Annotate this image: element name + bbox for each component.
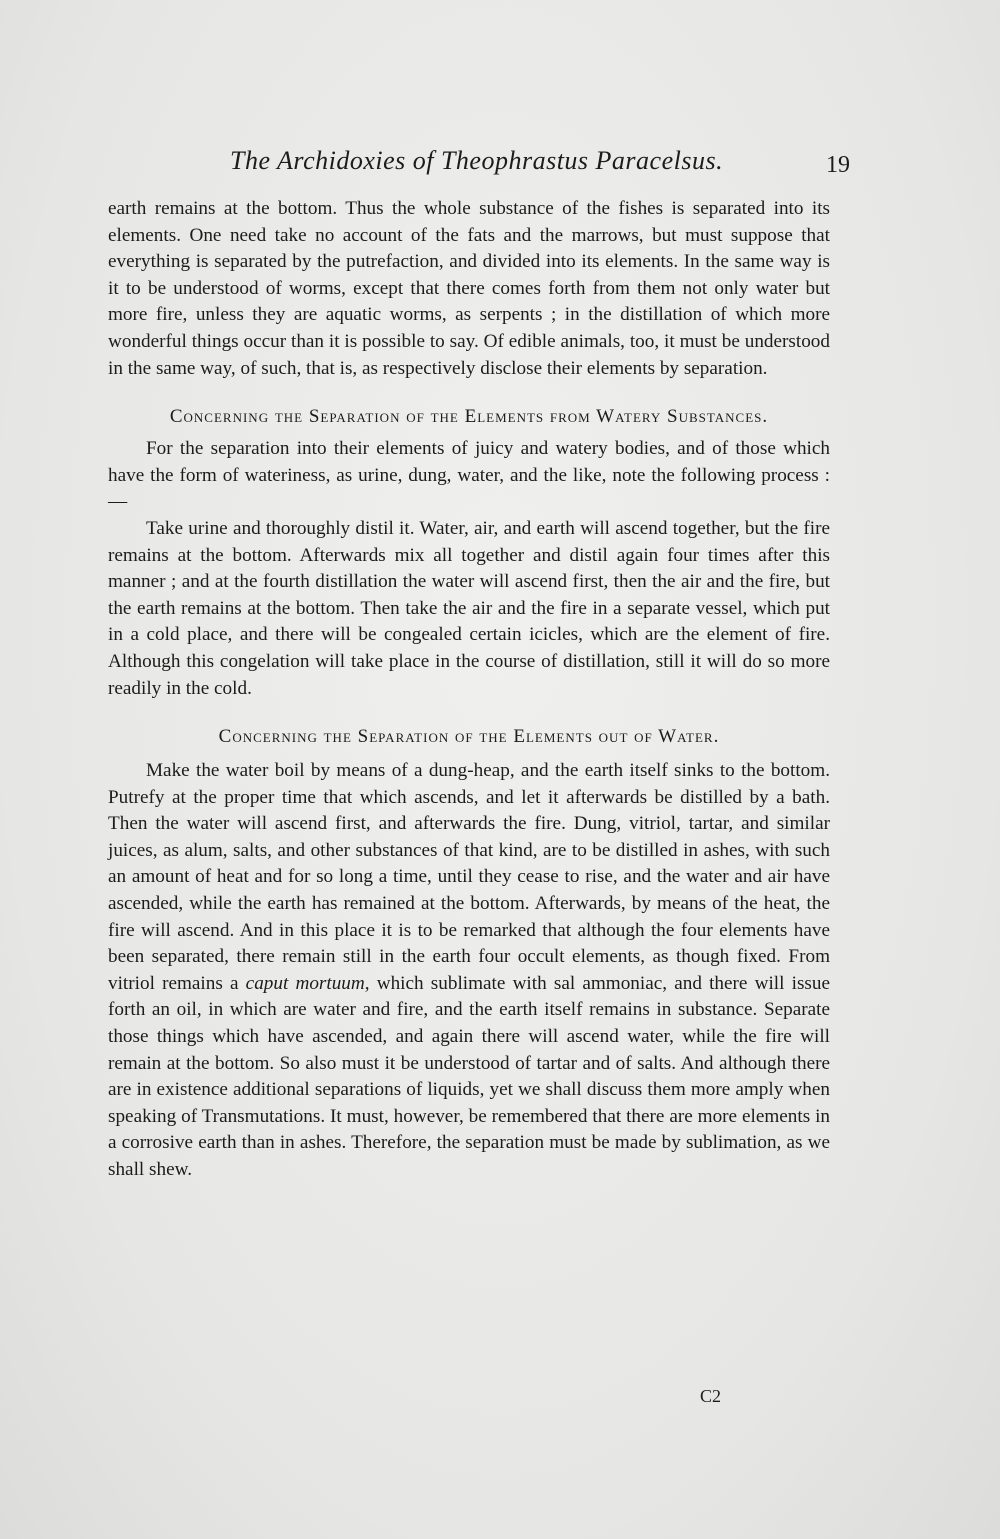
section-heading-watery-substances: Concerning the Separation of the Elements from Watery Substances. [169,406,769,428]
page-number: 19 [826,152,850,178]
running-head: The Archidoxies of Theophrastus Paracelsus. [230,146,724,175]
page-header [110,146,850,186]
paragraph-1: earth remains at the bottom. Thus the whole substance of the fishes is separated into its elements. One need take no account of the fats and the marrows, but must suppose that everything is separated by the putrefaction, and divided into its elements. In the same way is it to be understood of worms, except that there comes forth from them not only water but more fire, unless they are aquatic worms, as serpents ; in the distillation of which more wonderful things occur than it is possible to say. Of edible animals, too, it must be understood in the same way, of such, that is, as respectively disclose their elements by separation. [108,198,830,379]
paragraph-4-part-1: Make the water boil by means of a dung-heap, and the earth itself sinks to the bottom. Putrefy at the proper time that which ascends, and let it afterwards be distilled by a bath. Then the water will ascend first, and afterwards the fire. Dung, vitriol, tartar, and similar juices, as alum, salts, and other substances of that kind, are to be distilled in ashes, with such an amount of heat and for so long a time, until they cease to rise, and the water and air have ascended, while the earth has remained at the bottom. Afterwards, by means of the heat, the fire will ascend. And in this place it is to be remarked that although the four elements have been separated, there remain still in the earth four occult elements, as though fixed. From vitriol remains a [108,760,830,994]
paragraph-3: Take urine and thoroughly distil it. Water, air, and earth will ascend together, but the fire remains at the bottom. Afterwards mix all together and distil again four times after this manner ; and at the fourth distillation the water will ascend first, then the air and the fire, but the earth remains at the bottom. Then take the air and the fire in a separate vessel, which put in a cold place, and there will be congealed certain icicles, which are the element of fire. Although this congelation will take place in the course of distillation, still it will do so more readily in the cold. [108,517,830,699]
signature-mark: C2 [700,1386,722,1406]
body-text [108,196,830,1184]
paragraph-2: For the separation into their elements of juicy and watery bodies, and of those which have the form of wateriness, as urine, dung, water, and the like, note the following process :— [108,438,830,513]
italic-term: caput mortuum [245,972,365,994]
paragraph-4-part-2: , which sublimate with sal ammoniac, and there will issue forth an oil, in which are water and fire, and the earth itself remains in substance. Separate those things which have ascended, and again there will ascend water, while the fire will remain at the bottom. So also must it be understood of tartar and of salts. And although there are in existence additional separations of liquids, yet we shall discuss them more amply when speaking of Transmutations. It must, however, be remembered that there are more elements in a corrosive earth than in ashes. Therefore, the separation must be made by sublimation, as we shall shew. [108,972,830,1180]
paragraph-4 [108,758,830,1184]
section-heading-out-of-water: Concerning the Separation of the Elements out of Water. [218,726,720,748]
